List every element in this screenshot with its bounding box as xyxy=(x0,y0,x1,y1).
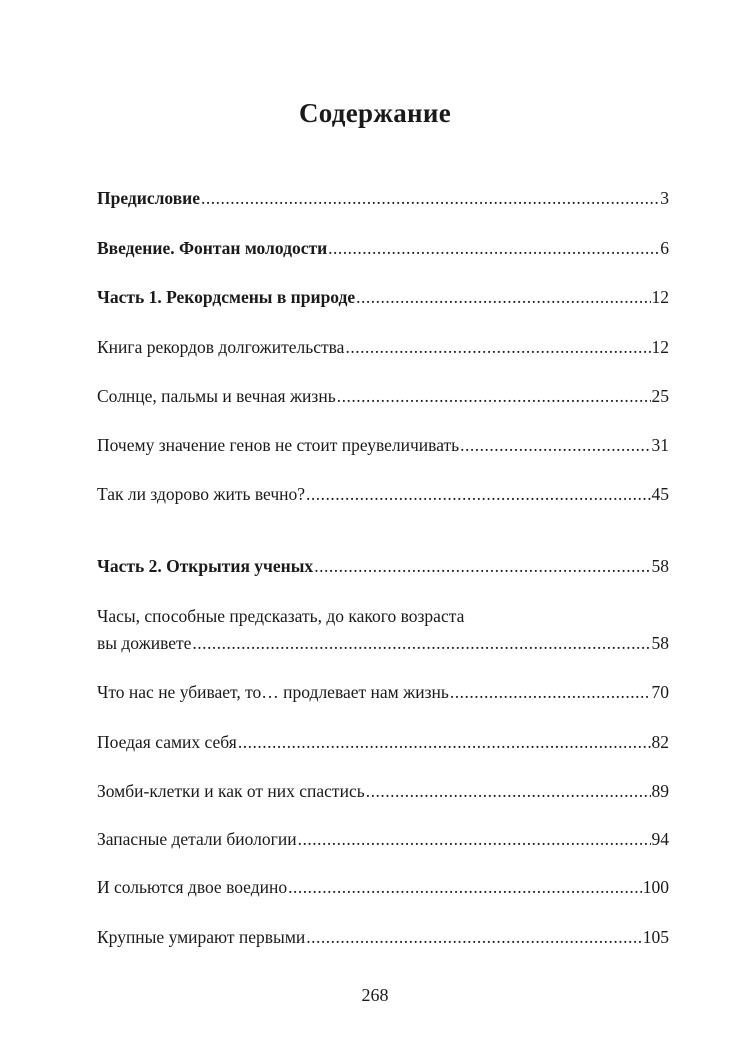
toc-entry-page: 25 xyxy=(651,386,669,406)
toc-entry-page: 105 xyxy=(642,927,669,947)
toc-entry-page: 82 xyxy=(651,732,669,752)
toc-entry-title: Так ли здорово жить вечно? xyxy=(97,484,306,504)
toc-entry-title: Крупные умирают первыми xyxy=(97,927,306,947)
toc-leader-dots xyxy=(192,632,650,654)
toc-leader-dots xyxy=(298,828,651,850)
toc-entry xyxy=(97,780,669,802)
page-number: 268 xyxy=(361,985,389,1005)
toc-entry xyxy=(97,385,669,407)
toc-entry-page: 94 xyxy=(651,829,669,849)
toc-entry-page: 100 xyxy=(642,877,669,897)
toc-entry xyxy=(97,876,669,898)
toc-entry-page: 3 xyxy=(660,188,669,208)
toc-leader-dots xyxy=(306,926,641,948)
toc-entry-title: И сольются двое воедино xyxy=(97,877,288,897)
toc-entry-title-line1: Часы, способные предсказать, до какого возраста xyxy=(97,606,465,626)
toc-entry-title: Что нас не убивает, то… продлевает нам жизнь xyxy=(97,682,449,702)
toc-leader-dots xyxy=(238,731,651,753)
toc-leader-dots xyxy=(460,434,650,456)
toc-entry xyxy=(97,187,669,209)
toc-entry-page: 58 xyxy=(651,556,669,576)
toc-entry xyxy=(97,731,669,753)
toc-entry xyxy=(97,237,669,259)
toc-leader-dots xyxy=(337,385,651,407)
page-title: Содержание xyxy=(298,98,452,128)
toc-leader-dots xyxy=(306,483,650,505)
toc-leader-dots xyxy=(345,336,650,358)
toc-entry xyxy=(97,828,669,850)
toc-leader-dots xyxy=(288,876,642,898)
toc-entry-page: 70 xyxy=(651,682,669,702)
toc-entry-title: Введение. Фонтан молодости xyxy=(97,238,328,258)
toc-entry-title: Солнце, пальмы и вечная жизнь xyxy=(97,386,336,406)
toc-entry-page: 12 xyxy=(651,337,669,357)
toc-entry xyxy=(97,926,669,948)
toc-entry-title: Часть 1. Рекордсмены в природе xyxy=(97,287,356,307)
toc-entry-title: Предисловие xyxy=(97,188,201,208)
toc-entry-title: Зомби-клетки и как от них спастись xyxy=(97,781,365,801)
toc-entry-title: вы доживете xyxy=(97,633,192,653)
toc-leader-dots xyxy=(450,681,651,703)
toc-entry-title: Часть 2. Открытия ученых xyxy=(97,556,314,576)
toc-entry-title: Запасные детали биологии xyxy=(97,829,297,849)
toc-entry xyxy=(97,681,669,703)
toc-entry xyxy=(97,483,669,505)
toc-entry xyxy=(97,286,669,308)
toc-entry xyxy=(97,555,669,577)
toc-entry-page: 12 xyxy=(651,287,669,307)
toc-entry-title: Книга рекордов долгожительства xyxy=(97,337,345,357)
toc-entry-page: 89 xyxy=(651,781,669,801)
toc-entry xyxy=(97,605,669,654)
toc-leader-dots xyxy=(356,286,650,308)
toc-entry-title: Поедая самих себя xyxy=(97,732,237,752)
toc-entry-page: 31 xyxy=(651,435,669,455)
toc-leader-dots xyxy=(314,555,650,577)
toc-leader-dots xyxy=(201,187,659,209)
toc-entry-page: 45 xyxy=(651,484,669,504)
toc-entry-page: 58 xyxy=(651,633,669,653)
toc-leader-dots xyxy=(328,237,659,259)
toc-entry xyxy=(97,434,669,456)
toc-entry-title: Почему значение генов не стоит преувеличивать xyxy=(97,435,460,455)
toc-entry xyxy=(97,336,669,358)
toc-entry-page: 6 xyxy=(660,238,669,258)
toc-leader-dots xyxy=(366,780,651,802)
